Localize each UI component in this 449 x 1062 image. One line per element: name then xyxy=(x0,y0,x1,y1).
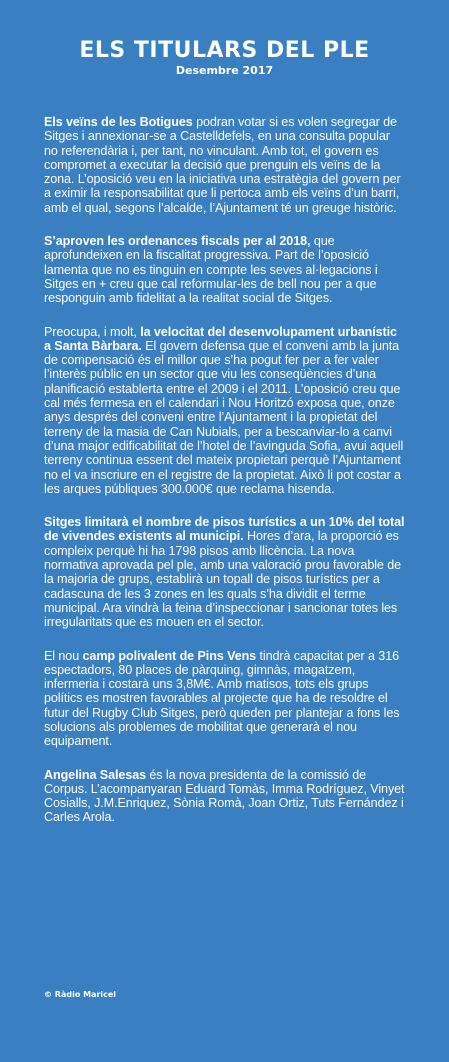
articles-list xyxy=(44,115,405,825)
article-headline: Angelina Salesas xyxy=(44,767,146,782)
page-title: ELS TITULARS DEL PLE xyxy=(79,38,370,63)
article-corpus xyxy=(44,768,405,825)
article-pisos-turistics xyxy=(44,515,405,629)
article-botigues xyxy=(44,115,405,215)
article-headline: camp polivalent de Pins Vens xyxy=(82,648,257,663)
article-pins-vens xyxy=(44,649,405,749)
article-body: tindrà capacitat per a 316 espectadors, 80 places de pàrquing, gimnàs, magatzem, infermeria i costarà uns 3,8M€. Amb matisos, tots els grups polítics es mostren favorables al projecte que ha de resoldre el futur del Rugby Club Sitges, però queden per plantejar a fons les solucions als problemes de mobilitat que generarà el nou equipament. xyxy=(44,648,400,749)
article-lead: El nou xyxy=(44,648,83,663)
article-body: podran votar si es volen segregar de Sitges i annexionar-se a Castelldefels, en una consulta popular no referendària i, per tant, no vinculant. Amb tot, el govern es compromet a executar la decisió que prenguin els veïns de la zona. L’oposició veu en la iniciativa una estratègia del govern per a eximir la responsabilitat que li pertoca amb els veïns d’un barri, amb el qual, segons l’alcalde, l’Ajuntament té un greuge històric. xyxy=(44,115,401,215)
article-body: El govern defensa que el conveni amb la junta de compensació és el millor que s’ha pogut fer per a fer valer l’interès públic en un sector que viu les conseqüències d’una planificació establerta entre el 2009 i el 2011. L’oposició creu que cal més fermesa en el calendari i Nou Horitzó exposa que, onze anys després del conveni entre l’Ajuntament i la propietat del terreny de la masia de Can Nubials, per a bescanviar-lo a canvi d’una major edificabilitat de l’hotel de l’avinguda Sofia, avui aquell terreny continua essent del mateix propietari perquè l’Ajuntament no el va inscriure en el registre de la propietat. Això li pot costar a les arques públiques 300.000€ que reclama hisenda. xyxy=(44,338,404,496)
credit-text: © Ràdio Maricel xyxy=(44,990,117,999)
page xyxy=(0,38,449,1062)
article-headline: Sitges limitarà el nombre de pisos turístics a un 10% del total de vivendes existents al municipi. xyxy=(44,515,405,544)
article-lead: Preocupa, i molt, xyxy=(44,324,141,339)
article-body: Hores d’ara, la proporció es compleix perquè hi ha 1798 pisos amb llicència. La nova normativa aprovada pel ple, amb una valoració prou favorable de la majoria de grups, establirà un topall de pisos turístics per a cadascuna de les 3 zones en les quals s’ha dividit el terme municipal. Ara vindrà la feina d’inspeccionar i sancionar totes les irregularitats que es mouen en el sector. xyxy=(44,529,402,630)
article-headline: Els veïns de les Botigues xyxy=(44,115,193,129)
article-body: és la nova presidenta de la comissió de Corpus. L’acompanyaran Eduard Tomàs, Imma Rodríguez, Vinyet Cosialls, J.M.Enriquez, Sònia Romà, Joan Ortiz, Tuts Fernández i Carles Arola. xyxy=(44,767,405,825)
article-headline: S’aproven les ordenances fiscals per al 2018, xyxy=(44,234,311,249)
article-santa-barbara xyxy=(44,325,405,497)
article-ordenances xyxy=(44,234,405,305)
page-subtitle: Desembre 2017 xyxy=(175,64,274,77)
article-body: que aprofundeixen en la fiscalitat progressiva. Part de l’oposició lamenta que no es tinguin en compte les seves al·legacions i Sitges en + creu que cal reformular-les de bell nou per a que responguin amb fidelitat a la realitat social de Sitges. xyxy=(44,234,378,306)
article-headline: la velocitat del desenvolupament urbanístic a Santa Bàrbara. xyxy=(44,324,397,353)
